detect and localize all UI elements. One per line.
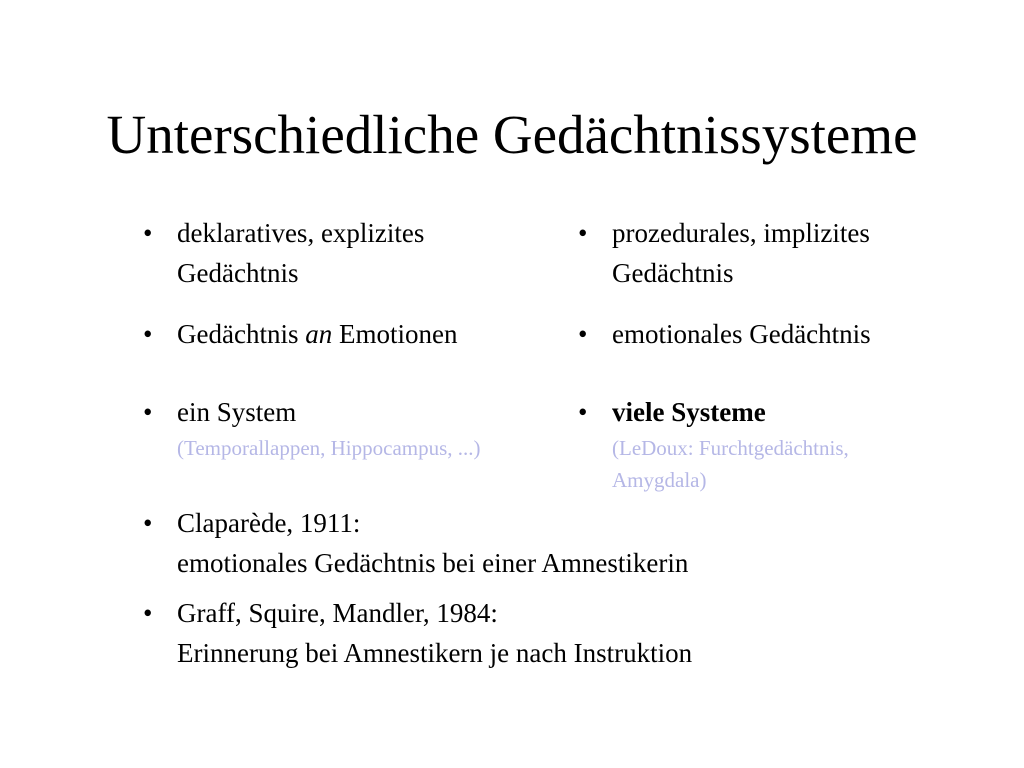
left-item-declarative-line1: deklaratives, explizites [177,218,425,248]
bullet-icon: • [143,508,153,538]
emphasis-an: an [305,319,333,349]
bullet-icon: • [578,397,588,427]
text-pre: Gedächtnis [177,319,306,349]
text-post: Emotionen [332,319,458,349]
bullet-icon: • [143,397,153,427]
bullet-icon: • [143,598,153,628]
bottom-item-claparede-line2: emotionales Gedächtnis bei einer Amnestikerin [177,548,689,578]
bullet-icon: • [143,218,153,248]
left-item-declarative [143,213,425,293]
slide-title: Unterschiedliche Gedächtnissysteme [106,104,918,165]
right-item-procedural-line1: prozedurales, implizites [612,218,870,248]
bottom-item-claparede-line1: Claparède, 1911: [177,508,361,538]
left-item-one-system-note: (Temporallappen, Hippocampus, ...) [177,436,481,460]
right-item-many-systems-note-line2: Amygdala) [612,468,707,492]
left-item-one-system-text: ein System [177,397,297,427]
left-item-memory-of-emotions [143,314,458,354]
left-item-one-system [143,392,481,464]
bullet-icon: • [578,319,588,349]
bottom-item-graff-line1: Graff, Squire, Mandler, 1984: [177,598,498,628]
right-item-emotional-memory [578,314,871,354]
right-item-procedural-line2: Gedächtnis [612,258,734,288]
bottom-item-claparede [143,503,689,583]
right-item-many-systems-note-line1: (LeDoux: Furchtgedächtnis, [612,436,849,460]
left-item-declarative-line2: Gedächtnis [177,258,299,288]
bullet-icon: • [578,218,588,248]
bottom-item-graff [143,593,693,673]
right-item-procedural [578,213,870,293]
right-item-emotional-memory-text: emotionales Gedächtnis [612,319,871,349]
bottom-item-graff-line2: Erinnerung bei Amnestikern je nach Instruktion [177,638,693,668]
right-item-many-systems [578,392,849,496]
right-item-many-systems-text: viele Systeme [612,397,766,427]
left-item-memory-of-emotions-text [177,314,457,354]
bullet-icon: • [143,319,153,349]
